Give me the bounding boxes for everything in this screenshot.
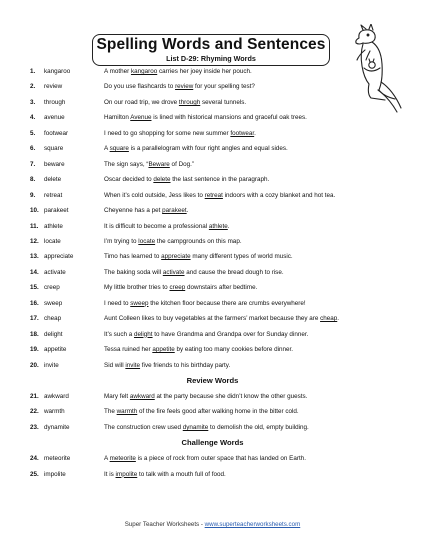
spelling-word: creep (44, 284, 60, 292)
example-sentence (104, 344, 293, 356)
list-item (0, 174, 425, 186)
sentence-start: Aunt Colleen likes to buy vegetables at the farmers’ market because they are (104, 315, 321, 323)
list-item (0, 453, 425, 465)
item-number: 15. (30, 284, 39, 292)
item-number: 7. (30, 160, 36, 168)
sentence-start: The sign says, “ (104, 160, 149, 168)
underlined-word: locate (138, 237, 156, 245)
sentence-end: many different types of world music. (190, 253, 293, 261)
spelling-word: square (44, 145, 64, 153)
list-item (0, 360, 425, 372)
example-sentence (104, 282, 257, 294)
list-item (0, 190, 425, 202)
item-number: 12. (30, 237, 39, 245)
underlined-word: impolite (115, 470, 138, 478)
sentence-start: The (104, 408, 117, 416)
item-number: 16. (30, 299, 39, 307)
list-item (0, 112, 425, 124)
example-sentence (104, 251, 293, 263)
sentence-end: downstairs after bedtime. (185, 284, 258, 292)
item-number: 5. (30, 129, 36, 137)
item-number: 23. (30, 423, 39, 431)
page-title: Spelling Words and Sentences (96, 36, 326, 53)
underlined-word: appreciate (161, 253, 191, 261)
sentence-end: . (186, 207, 189, 215)
example-sentence (104, 329, 308, 341)
sentence-end: is a piece of rock from outer space that has landed on Earth. (135, 455, 306, 463)
item-number: 6. (30, 145, 36, 153)
example-sentence (104, 143, 288, 155)
footer (0, 521, 425, 528)
sentence-end: by eating too many cookies before dinner. (174, 346, 294, 354)
spelling-word: beware (44, 160, 65, 168)
spelling-word: meteorite (44, 455, 71, 463)
spelling-word: kangaroo (44, 68, 71, 75)
item-number: 25. (30, 470, 39, 478)
underlined-word: meteorite (109, 455, 136, 463)
sentence-end: . (227, 222, 230, 230)
example-sentence (104, 298, 306, 310)
example-sentence (104, 313, 339, 325)
sentence-end: for your spelling test? (193, 83, 255, 91)
list-item (0, 422, 425, 434)
item-number: 21. (30, 393, 39, 400)
underlined-word: warmth (116, 408, 138, 416)
list-item (0, 329, 425, 341)
footer-brand: Super Teacher Worksheets - (124, 521, 205, 528)
spelling-word: appetite (44, 346, 67, 354)
item-number: 22. (30, 408, 39, 416)
underlined-word: sweep (130, 299, 149, 307)
sentence-start: The baking soda will (104, 268, 163, 276)
list-item (0, 298, 425, 310)
example-sentence (104, 97, 246, 109)
sentence-start: I need to (104, 299, 131, 307)
spelling-word: warmth (44, 408, 65, 416)
underlined-word: Avenue (130, 114, 152, 122)
spelling-word: awkward (44, 393, 69, 400)
sentence-start: A mother (104, 68, 131, 75)
page-subtitle: List D-29: Rhyming Words (166, 54, 256, 63)
list-item (0, 128, 425, 140)
sentence-end: . (254, 129, 256, 137)
sentence-start: Cheyenne has a pet (104, 207, 163, 215)
sentence-end: . (337, 315, 339, 323)
list-item (0, 344, 425, 356)
sentence-end: is lined with historical mansions and graceful oak trees. (151, 114, 307, 122)
list-item (0, 221, 425, 233)
sentence-start: It is (104, 470, 116, 478)
spelling-word: delight (44, 330, 63, 338)
sentence-end: five friends to his birthday party. (140, 361, 231, 369)
underlined-word: Beware (148, 160, 170, 168)
spelling-word: sweep (44, 299, 63, 307)
underlined-word: kangaroo (130, 68, 158, 75)
sentence-end: indoors with a cozy blanket and hot tea. (222, 191, 336, 199)
spelling-word: parakeet (44, 207, 69, 215)
footer-link[interactable]: www.superteacherworksheets.com (204, 521, 301, 528)
sentence-start: The construction crew used (104, 423, 183, 431)
example-sentence (104, 174, 269, 186)
sentence-end: is a parallelogram with four right angles and equal sides. (128, 145, 288, 153)
spelling-word: activate (44, 268, 66, 276)
item-number: 24. (30, 455, 39, 463)
list-item (0, 469, 425, 481)
list-item (0, 282, 425, 294)
spelling-word: athlete (44, 222, 63, 230)
underlined-word: retreat (204, 191, 223, 199)
sentence-end: of the fire feels good after walking home in the bitter cold. (137, 408, 299, 416)
item-number: 11. (30, 222, 39, 230)
underlined-word: activate (162, 268, 185, 276)
sentence-start: Oscar decided to (104, 176, 154, 184)
spelling-word: cheap (44, 315, 62, 323)
list-item (0, 97, 425, 109)
underlined-word: through (178, 98, 201, 106)
sentence-start: Timo has learned to (104, 253, 162, 261)
example-sentence (104, 236, 242, 248)
example-sentence (104, 66, 252, 78)
spelling-word: dynamite (44, 423, 70, 431)
underlined-word: review (175, 83, 194, 91)
spelling-word: review (44, 83, 63, 91)
sentence-start: My little brother tries to (104, 284, 170, 292)
underlined-word: athlete (208, 222, 228, 230)
underlined-word: creep (169, 284, 186, 292)
sentence-end: several tunnels. (200, 98, 247, 106)
sentence-start: Do you use flashcards to (104, 83, 176, 91)
list-item (0, 159, 425, 171)
example-sentence (104, 391, 307, 403)
example-sentence (104, 112, 307, 124)
list-item (0, 267, 425, 279)
example-sentence (104, 406, 299, 418)
sentence-end: of Dog.” (169, 160, 194, 168)
list-item (0, 251, 425, 263)
sentence-end: the campgrounds on this map. (155, 237, 242, 245)
sentence-start: When it’s cold outside, Jess likes to (104, 191, 205, 199)
sentence-start: I’m trying to (104, 237, 139, 245)
title-box (92, 34, 330, 66)
spelling-word: delete (44, 176, 62, 184)
example-sentence (104, 267, 284, 279)
item-number: 2. (30, 83, 36, 91)
example-sentence (104, 469, 226, 481)
example-sentence (104, 422, 309, 434)
sentence-end: the last sentence in the paragraph. (170, 176, 270, 184)
sentence-start: It is difficult to become a professional (104, 222, 209, 230)
sentence-start: Mary felt (104, 393, 130, 400)
spelling-word: footwear (44, 129, 69, 137)
sentence-start: A (104, 455, 110, 463)
example-sentence (104, 159, 194, 171)
sentence-start: A (104, 145, 110, 153)
underlined-word: appetite (152, 346, 175, 354)
example-sentence (104, 190, 335, 202)
item-number: 18. (30, 330, 39, 338)
challenge-heading: Challenge Words (181, 437, 244, 447)
list-item (0, 143, 425, 155)
sentence-start: Hamilton (104, 114, 131, 122)
sentence-end: the kitchen floor because there are crumbs everywhere! (148, 299, 306, 307)
example-sentence (104, 221, 230, 233)
list-item (0, 391, 425, 403)
list-item (0, 66, 425, 78)
list-item (0, 81, 425, 93)
underlined-word: cheap (320, 315, 338, 323)
spelling-word: invite (44, 361, 59, 369)
sentence-end: to talk with a mouth full of food. (137, 470, 226, 478)
underlined-word: invite (125, 361, 141, 369)
underlined-word: square (109, 145, 129, 153)
example-sentence (104, 205, 188, 217)
sentence-start: I need to go shopping for some new summer (104, 129, 231, 137)
item-number: 14. (30, 268, 39, 276)
example-sentence (104, 128, 256, 140)
spelling-word: avenue (44, 114, 65, 122)
underlined-word: delight (133, 330, 153, 338)
sentence-start: Sid will (104, 361, 126, 369)
sentence-start: It’s such a (104, 330, 134, 338)
sentence-end: and cause the bread dough to rise. (184, 268, 284, 276)
sentence-start: Tessa ruined her (104, 346, 153, 354)
spelling-word: through (44, 98, 66, 106)
item-number: 10. (30, 207, 39, 215)
sentence-end: to have Grandma and Grandpa over for Sunday dinner. (152, 330, 309, 338)
example-sentence (104, 81, 255, 93)
spelling-word: impolite (44, 470, 66, 478)
sentence-end: carries her joey inside her pouch. (157, 68, 252, 75)
list-item (0, 205, 425, 217)
item-number: 9. (30, 191, 36, 199)
item-number: 4. (30, 114, 36, 122)
item-number: 1. (30, 68, 36, 75)
underlined-word: footwear (230, 129, 255, 137)
item-number: 8. (30, 176, 36, 184)
sentence-end: to demolish the old, empty building. (208, 423, 309, 431)
sentence-end: at the party because she didn’t know the other guests. (154, 393, 308, 400)
example-sentence (104, 453, 306, 465)
underlined-word: dynamite (182, 423, 209, 431)
underlined-word: parakeet (162, 207, 187, 215)
item-number: 20. (30, 361, 39, 369)
item-number: 13. (30, 253, 39, 261)
spelling-word: appreciate (44, 253, 74, 261)
sentence-start: On our road trip, we drove (104, 98, 179, 106)
review-heading: Review Words (186, 375, 239, 385)
list-item (0, 313, 425, 325)
item-number: 3. (30, 98, 36, 106)
list-item (0, 406, 425, 418)
example-sentence (104, 360, 230, 372)
list-item (0, 236, 425, 248)
item-number: 19. (30, 346, 39, 354)
underlined-word: awkward (129, 393, 155, 400)
item-number: 17. (30, 315, 39, 323)
spelling-word: locate (44, 237, 61, 245)
spelling-word: retreat (44, 191, 63, 199)
underlined-word: delete (153, 176, 171, 184)
